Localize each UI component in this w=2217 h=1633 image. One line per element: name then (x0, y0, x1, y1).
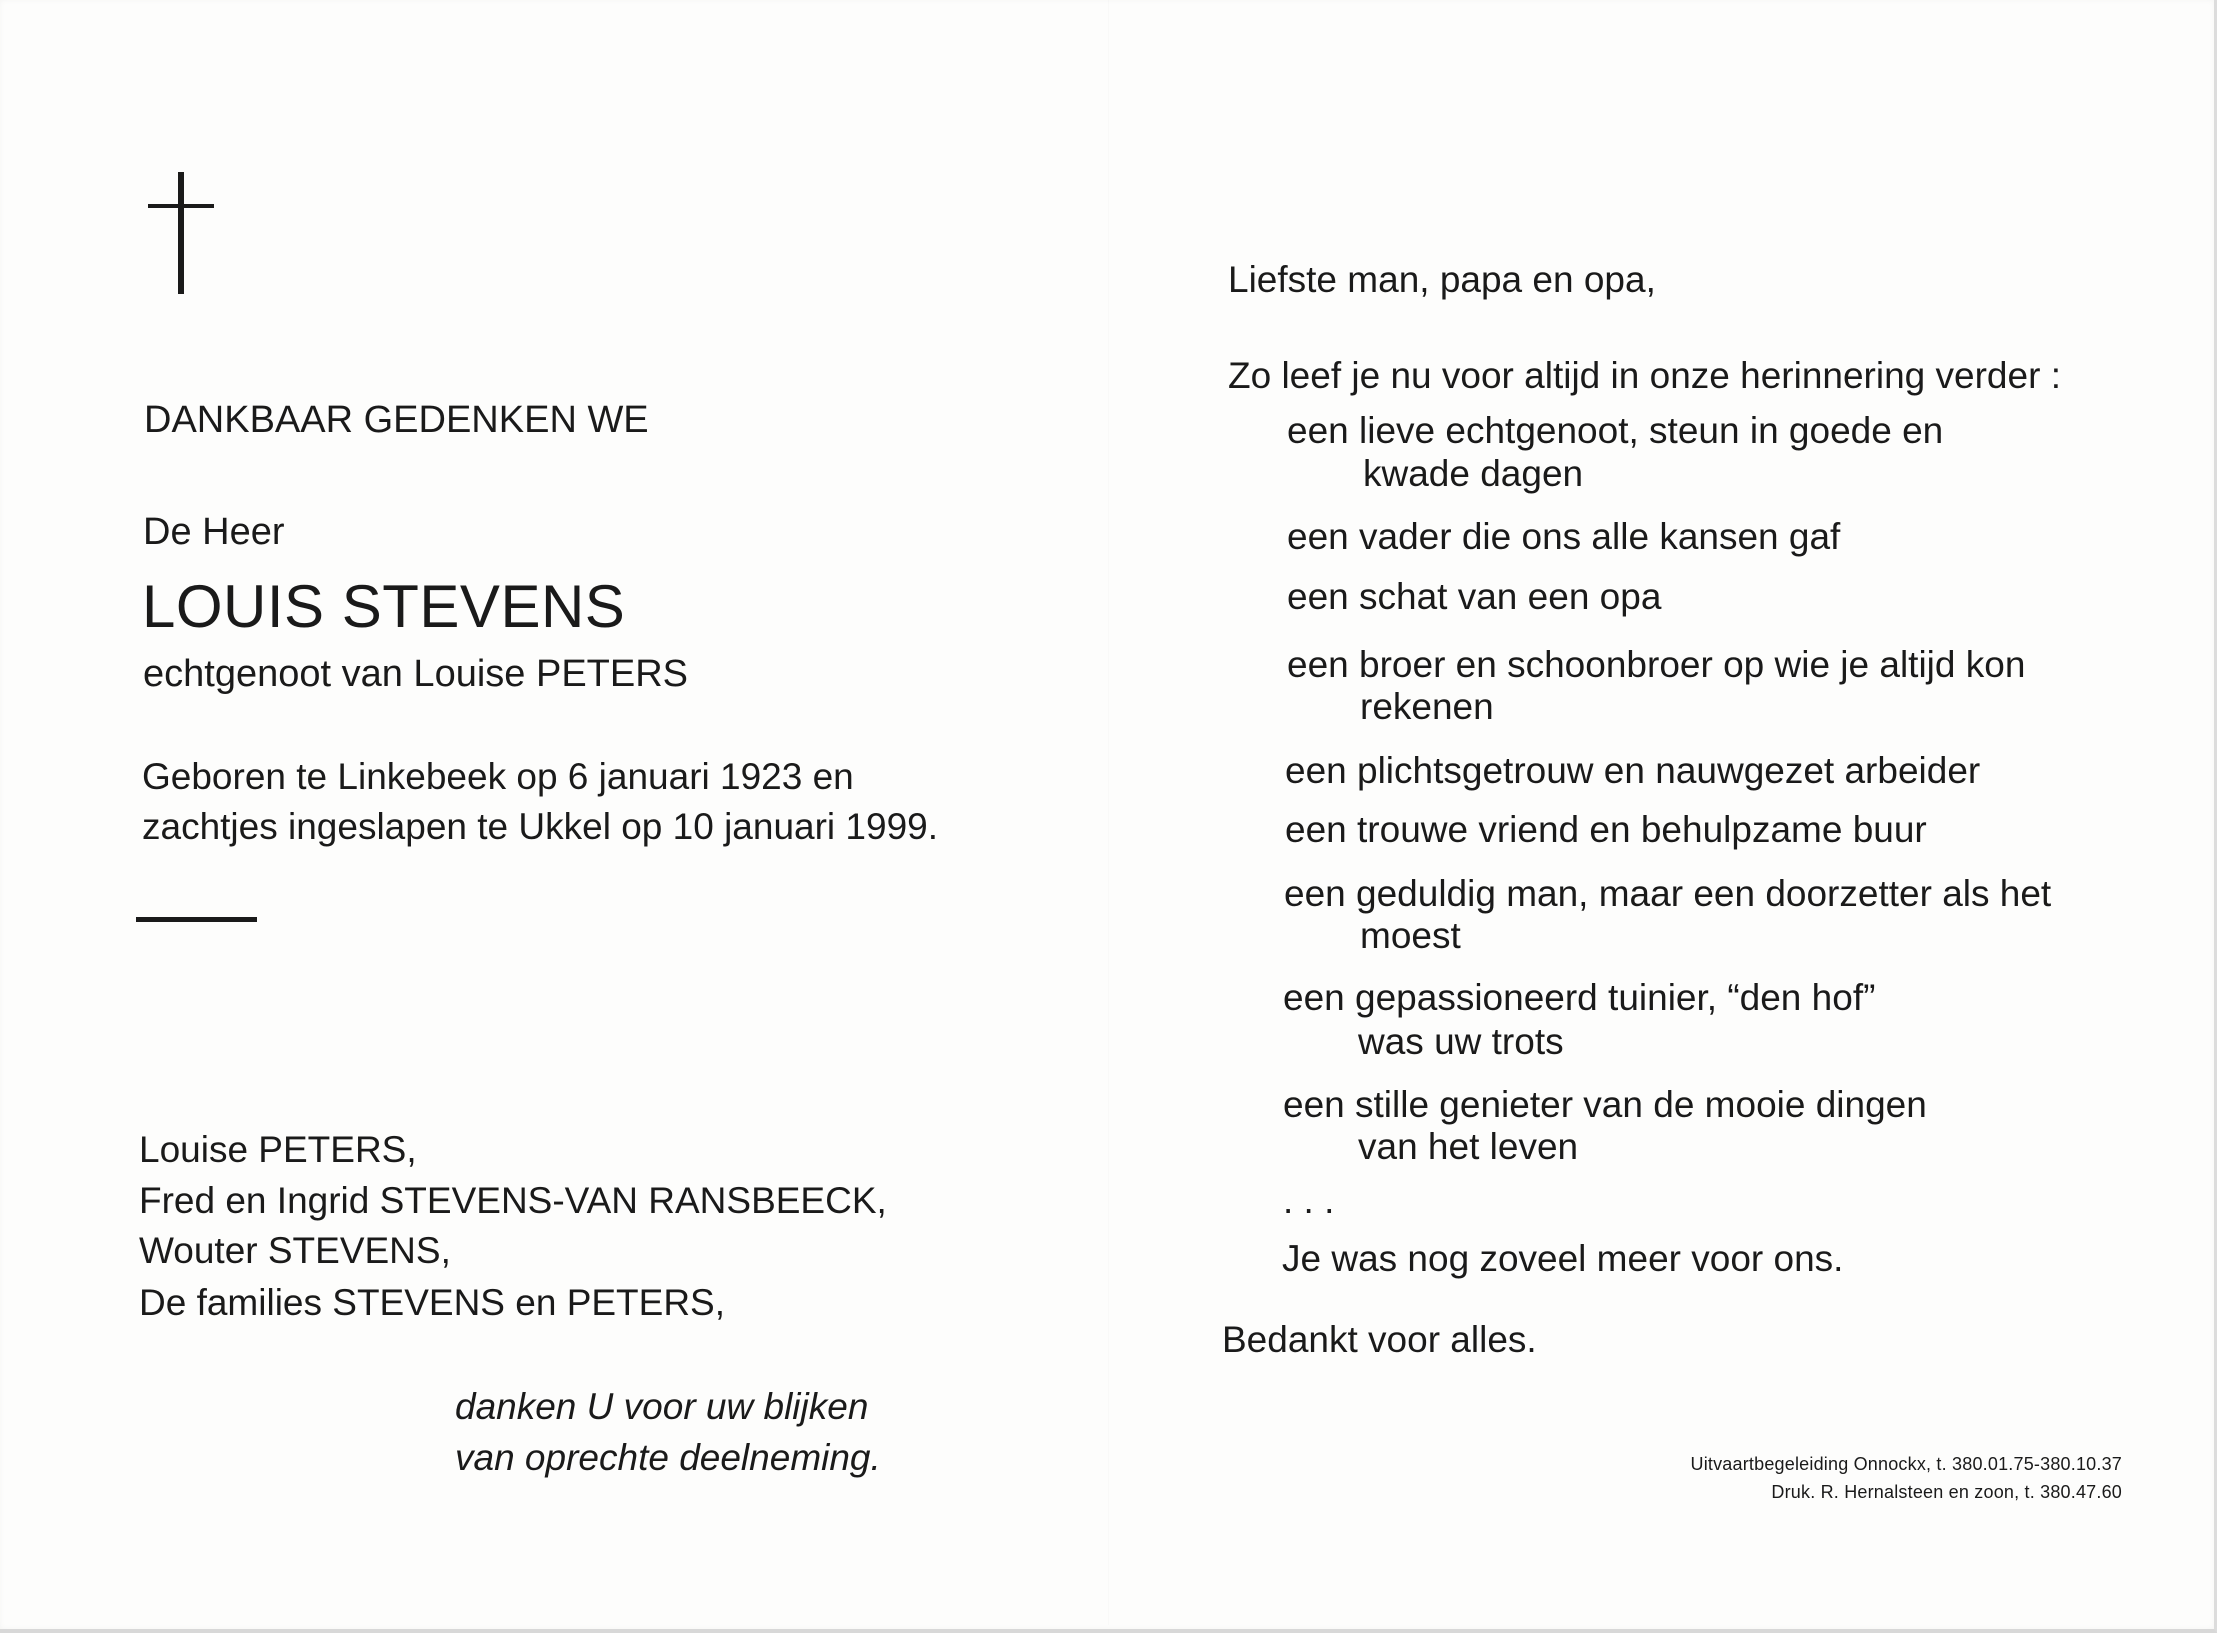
cross-icon (148, 172, 214, 294)
tribute-item: een trouwe vriend en behulpzame buur (1285, 809, 1927, 850)
family-line: Fred en Ingrid STEVENS-VAN RANSBEECK, (139, 1180, 887, 1221)
heading: DANKBAAR GEDENKEN WE (144, 399, 649, 441)
thanks-line: danken U voor uw blijken (455, 1386, 869, 1427)
death-line: zachtjes ingeslapen te Ukkel op 10 januari 1999. (142, 806, 939, 847)
tribute-item: een plichtsgetrouw en nauwgezet arbeider (1285, 750, 1981, 791)
credit-line: Druk. R. Hernalsteen en zoon, t. 380.47.60 (1771, 1482, 2122, 1502)
family-line: Louise PETERS, (139, 1129, 417, 1170)
tribute-item: een gepassioneerd tuinier, “den hof” (1283, 977, 1876, 1018)
honorific: De Heer (143, 511, 285, 553)
tribute-item-continued: rekenen (1360, 686, 1494, 727)
family-line: Wouter STEVENS, (139, 1230, 451, 1271)
greeting: Liefste man, papa en opa, (1228, 259, 1656, 300)
tribute-item: een schat van een opa (1287, 576, 1662, 617)
tribute-item: een broer en schoonbroer op wie je altijd kon (1287, 644, 2026, 685)
card-fold (1108, 0, 1109, 1625)
family-line: De families STEVENS en PETERS, (139, 1282, 726, 1323)
intro-line: Zo leef je nu voor altijd in onze herinnering verder : (1228, 355, 2061, 396)
deceased-name: LOUIS STEVENS (142, 573, 626, 640)
spouse-line: echtgenoot van Louise PETERS (143, 653, 689, 695)
tribute-item: een lieve echtgenoot, steun in goede en (1287, 410, 1944, 451)
tribute-item: een vader die ons alle kansen gaf (1287, 516, 1841, 557)
tribute-item-continued: was uw trots (1358, 1021, 1564, 1062)
more-line: Je was nog zoveel meer voor ons. (1282, 1238, 1844, 1279)
divider (136, 917, 257, 922)
tribute-item-continued: moest (1360, 915, 1461, 956)
tribute-item: een geduldig man, maar een doorzetter als het (1284, 873, 2052, 914)
credit-line: Uitvaartbegeleiding Onnockx, t. 380.01.75-380.10.37 (1690, 1454, 2122, 1474)
thanks-line: van oprechte deelneming. (455, 1437, 881, 1478)
tribute-item-continued: kwade dagen (1363, 453, 1584, 494)
closing-line: Bedankt voor alles. (1222, 1319, 1537, 1360)
birth-line: Geboren te Linkebeek op 6 januari 1923 en (142, 756, 854, 797)
ellipsis: . . . (1283, 1180, 1335, 1221)
tribute-item-continued: van het leven (1358, 1126, 1579, 1167)
tribute-item: een stille genieter van de mooie dingen (1283, 1084, 1927, 1125)
